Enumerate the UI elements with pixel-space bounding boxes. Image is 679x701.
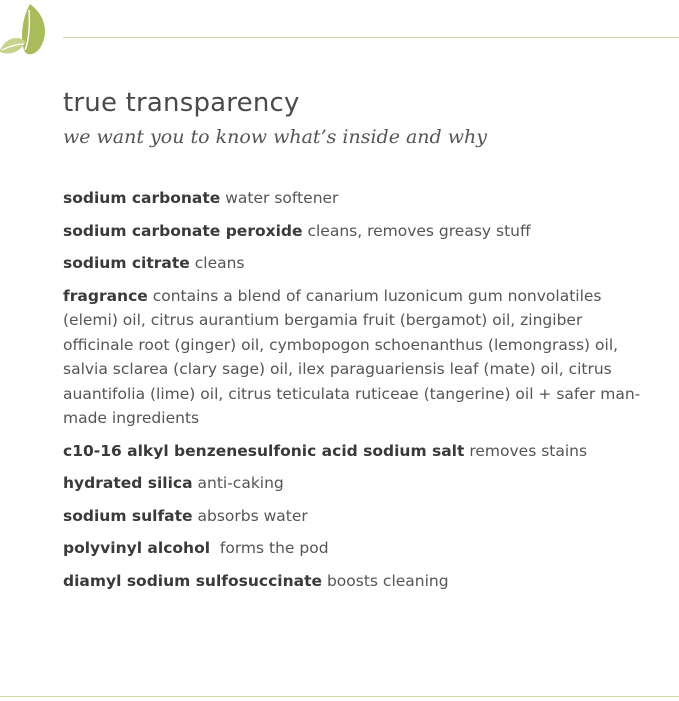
ingredient-item xyxy=(63,504,653,529)
ingredient-description: anti-caking xyxy=(192,474,284,492)
ingredient-list xyxy=(63,186,653,601)
ingredient-item xyxy=(63,219,653,244)
ingredient-name: sodium sulfate xyxy=(63,506,193,525)
ingredient-item xyxy=(63,471,653,496)
ingredient-name: polyvinyl alcohol xyxy=(63,539,211,557)
ingredient-description: contains a blend of canarium luzonicum gum nonvolatiles (elemi) oil, citrus aurantium bergamia fruit (bergamot) oil, zingiber officinale root (ginger) oil, cymbopogon schoenanthus (lemongrass) oil, salvia sclarea (clary sage) oil, ilex paraguariensis leaf (mate) oil, citrus auantifolia (lime) oil, citrus teticulata ruticeae (tangerine) oil + safer man-made ingredients xyxy=(63,286,641,427)
ingredient-item xyxy=(63,536,653,561)
ingredient-item xyxy=(63,186,653,211)
ingredient-item xyxy=(63,284,653,431)
ingredient-description: cleans, removes greasy stuff xyxy=(302,221,531,240)
ingredient-item xyxy=(63,439,653,464)
ingredient-description: forms the pod xyxy=(210,539,329,557)
page-subtitle: we want you to know what’s inside and why xyxy=(63,126,487,148)
ingredient-name: sodium carbonate xyxy=(63,189,221,207)
ingredient-name: hydrated silica xyxy=(63,474,193,492)
ingredient-description: cleans xyxy=(189,254,245,272)
ingredient-name: diamyl sodium sulfosuccinate xyxy=(63,571,323,590)
ingredient-item xyxy=(63,569,653,594)
page-title: true transparency xyxy=(63,88,300,118)
leaf-logo-icon xyxy=(0,0,52,60)
ingredient-description: removes stains xyxy=(464,441,588,460)
ingredient-item xyxy=(63,251,653,276)
ingredient-name: sodium carbonate peroxide xyxy=(63,221,303,240)
ingredient-description: boosts cleaning xyxy=(322,571,449,590)
top-divider xyxy=(63,37,679,38)
ingredient-description: absorbs water xyxy=(192,506,308,525)
ingredient-name: fragrance xyxy=(63,286,148,305)
ingredient-description: water softener xyxy=(220,189,339,207)
ingredient-name: c10-16 alkyl benzenesulfonic acid sodium salt xyxy=(63,441,465,460)
ingredient-name: sodium citrate xyxy=(63,254,190,272)
bottom-divider xyxy=(0,696,679,697)
